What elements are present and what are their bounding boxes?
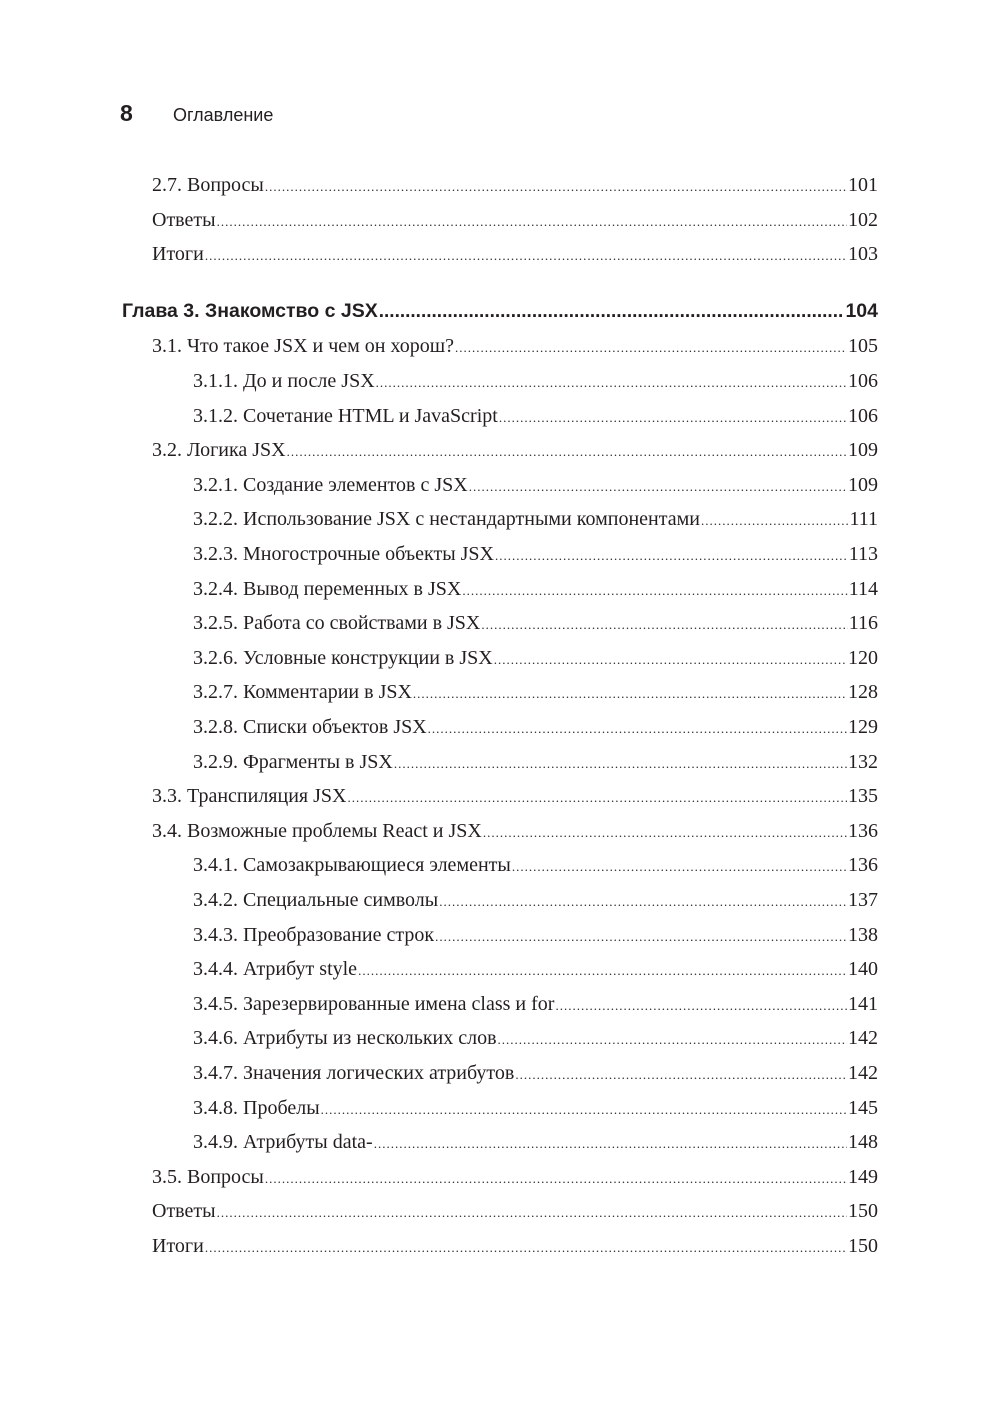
toc-entry-title: 3.2. Логика JSX (152, 439, 286, 462)
dot-leader (374, 1127, 847, 1161)
toc-entry-title: Глава 3. Знакомство с JSX (122, 299, 378, 322)
toc-entry-title: 3.2.4. Вывод переменных в JSX (193, 577, 462, 600)
toc-entry-page: 113 (848, 543, 878, 565)
toc-entry-title: 3.4.7. Значения логических атрибутов (193, 1062, 515, 1084)
toc-entry[interactable] (152, 203, 878, 237)
toc-entry-page: 138 (848, 923, 878, 946)
dot-leader (439, 885, 847, 919)
toc-entry-title: 3.2.1. Создание элементов с JSX (193, 473, 468, 496)
toc-entry[interactable] (193, 918, 878, 952)
toc-entry-page: 132 (848, 750, 878, 773)
toc-entry-page: 120 (848, 646, 878, 669)
toc-entry-page: 140 (848, 958, 878, 981)
toc-entry[interactable] (193, 1021, 878, 1055)
toc-entry-title: 3.2.8. Списки объектов JSX (193, 716, 427, 738)
toc-entry-title: 3.4.8. Пробелы (193, 1096, 320, 1119)
toc-entry[interactable] (152, 779, 878, 813)
toc-entry[interactable] (193, 952, 878, 986)
dot-leader (265, 170, 847, 204)
toc-entry-page: 136 (848, 854, 878, 877)
dot-leader (287, 435, 847, 469)
toc-entry-title: 3.2.5. Работа со свойствами в JSX (193, 612, 481, 635)
toc-entry-title: 3.2.6. Условные конструкции в JSX (193, 646, 493, 669)
toc-entry-title: 3.1.2. Сочетание HTML и JavaScript (193, 404, 498, 427)
dot-leader (512, 850, 847, 884)
toc-entry-title: 3.4.2. Специальные символы (193, 889, 439, 911)
toc-entry[interactable] (193, 883, 878, 917)
toc-entry[interactable] (193, 1091, 878, 1125)
toc-entry-title: Ответы (152, 208, 216, 231)
toc-entry[interactable] (193, 745, 878, 779)
toc-entry[interactable] (152, 168, 878, 202)
toc-entry[interactable] (193, 364, 878, 398)
dot-leader (555, 989, 847, 1023)
toc-entry-page: 114 (848, 577, 878, 600)
dot-leader (217, 205, 847, 239)
toc-entry-title: 3.2.2. Использование JSX с нестандартными компонентами (193, 508, 700, 531)
toc-entry-title: 3.5. Вопросы (152, 1165, 264, 1188)
dot-leader (217, 1196, 847, 1230)
toc-entry[interactable] (193, 1125, 878, 1159)
toc-entry[interactable] (193, 502, 878, 536)
toc-entry[interactable] (193, 987, 878, 1021)
toc-entry-page: 145 (848, 1096, 878, 1119)
toc-entry[interactable] (152, 1160, 878, 1194)
dot-leader (379, 295, 845, 329)
toc-entry-title: 3.4.6. Атрибуты из нескольких слов (193, 1027, 497, 1050)
toc-entry-page: 109 (848, 439, 878, 462)
toc-entry-page: 149 (848, 1165, 878, 1188)
toc-entry-page: 141 (848, 992, 878, 1015)
toc-entry-title: 3.4.4. Атрибут style (193, 958, 358, 981)
dot-leader (455, 331, 847, 365)
toc-entry-title: Итоги (152, 1235, 204, 1257)
dot-leader (462, 574, 847, 608)
toc-entry-page: 111 (849, 508, 878, 531)
toc-entry-page: 128 (848, 681, 878, 704)
toc-entry-page: 136 (848, 819, 878, 842)
toc-entry-page: 129 (848, 716, 878, 738)
dot-leader (481, 608, 847, 642)
toc-entry-title: 3.4.5. Зарезервированные имена class и for (193, 992, 555, 1015)
dot-leader (435, 920, 847, 954)
toc-entry-title: 3.1.1. До и после JSX (193, 370, 375, 392)
toc-entry[interactable] (193, 572, 878, 606)
toc-entry[interactable] (193, 848, 878, 882)
dot-leader (469, 470, 847, 504)
toc-entry[interactable] (152, 433, 878, 467)
toc-chapter-entry[interactable] (122, 294, 878, 328)
toc-entry-title: 3.2.3. Многострочные объекты JSX (193, 543, 494, 565)
toc-entry-title: 3.4.1. Самозакрывающиеся элементы (193, 854, 511, 877)
dot-leader (347, 781, 847, 815)
toc-entry[interactable] (152, 1229, 878, 1263)
toc-entry-title: 3.4. Возможные проблемы React и JSX (152, 819, 482, 842)
dot-leader (205, 239, 847, 273)
toc-entry-page: 103 (848, 243, 878, 266)
toc-entry-page: 106 (848, 370, 878, 392)
dot-leader (413, 677, 847, 711)
toc-entry[interactable] (193, 468, 878, 502)
dot-leader (376, 366, 847, 400)
toc-entry[interactable] (193, 399, 878, 433)
toc-entry-page: 137 (848, 889, 878, 911)
toc-entry-page: 135 (848, 785, 878, 808)
toc-entry[interactable] (193, 675, 878, 709)
dot-leader (499, 401, 847, 435)
toc-entry-page: 105 (848, 335, 878, 358)
toc-entry[interactable] (152, 237, 878, 271)
running-title: Оглавление (173, 105, 274, 125)
toc-entry-title: 3.3. Транспиляция JSX (152, 785, 347, 808)
toc-entry[interactable] (193, 641, 878, 675)
dot-leader (498, 1023, 847, 1057)
toc-entry-title: Ответы (152, 1200, 216, 1223)
toc-entry-page: 142 (848, 1027, 878, 1050)
toc-entry-title: 3.4.3. Преобразование строк (193, 923, 435, 946)
dot-leader (321, 1093, 847, 1127)
toc-entry[interactable] (193, 537, 878, 571)
toc-entry-page: 142 (848, 1062, 878, 1084)
toc-entry[interactable] (152, 814, 878, 848)
toc-entry-page: 102 (848, 208, 878, 231)
toc-entry-title: 3.1. Что такое JSX и чем он хорош? (152, 335, 455, 358)
toc-entry-page: 148 (848, 1131, 878, 1154)
toc-entry-page: 101 (848, 174, 878, 196)
page-header (120, 100, 273, 127)
toc-entry-page: 106 (848, 404, 878, 427)
toc-entry[interactable] (193, 1056, 878, 1090)
toc-entry-page: 116 (848, 612, 878, 635)
toc-entry-title: Итоги (152, 243, 204, 266)
dot-leader (394, 747, 847, 781)
dot-leader (494, 643, 847, 677)
dot-leader (483, 816, 847, 850)
toc-entry-title: 3.2.9. Фрагменты в JSX (193, 750, 393, 773)
dot-leader (495, 539, 848, 573)
dot-leader (515, 1058, 847, 1092)
toc-entry-page: 150 (848, 1200, 878, 1223)
toc-entry-title: 3.2.7. Комментарии в JSX (193, 681, 412, 704)
dot-leader (358, 954, 847, 988)
toc-entry-title: 3.4.9. Атрибуты data- (193, 1131, 373, 1154)
toc-entry-page: 150 (848, 1235, 878, 1257)
toc-entry[interactable] (152, 329, 878, 363)
dot-leader (428, 712, 847, 746)
toc-entry[interactable] (193, 710, 878, 744)
dot-leader (265, 1162, 847, 1196)
toc-entry[interactable] (152, 1194, 878, 1228)
dot-leader (701, 504, 849, 538)
toc-entry-page: 104 (845, 299, 878, 322)
toc-entry[interactable] (193, 606, 878, 640)
dot-leader (205, 1231, 847, 1265)
toc-entry-page: 109 (848, 473, 878, 496)
page-number: 8 (120, 100, 133, 126)
toc-entry-title: 2.7. Вопросы (152, 174, 264, 196)
